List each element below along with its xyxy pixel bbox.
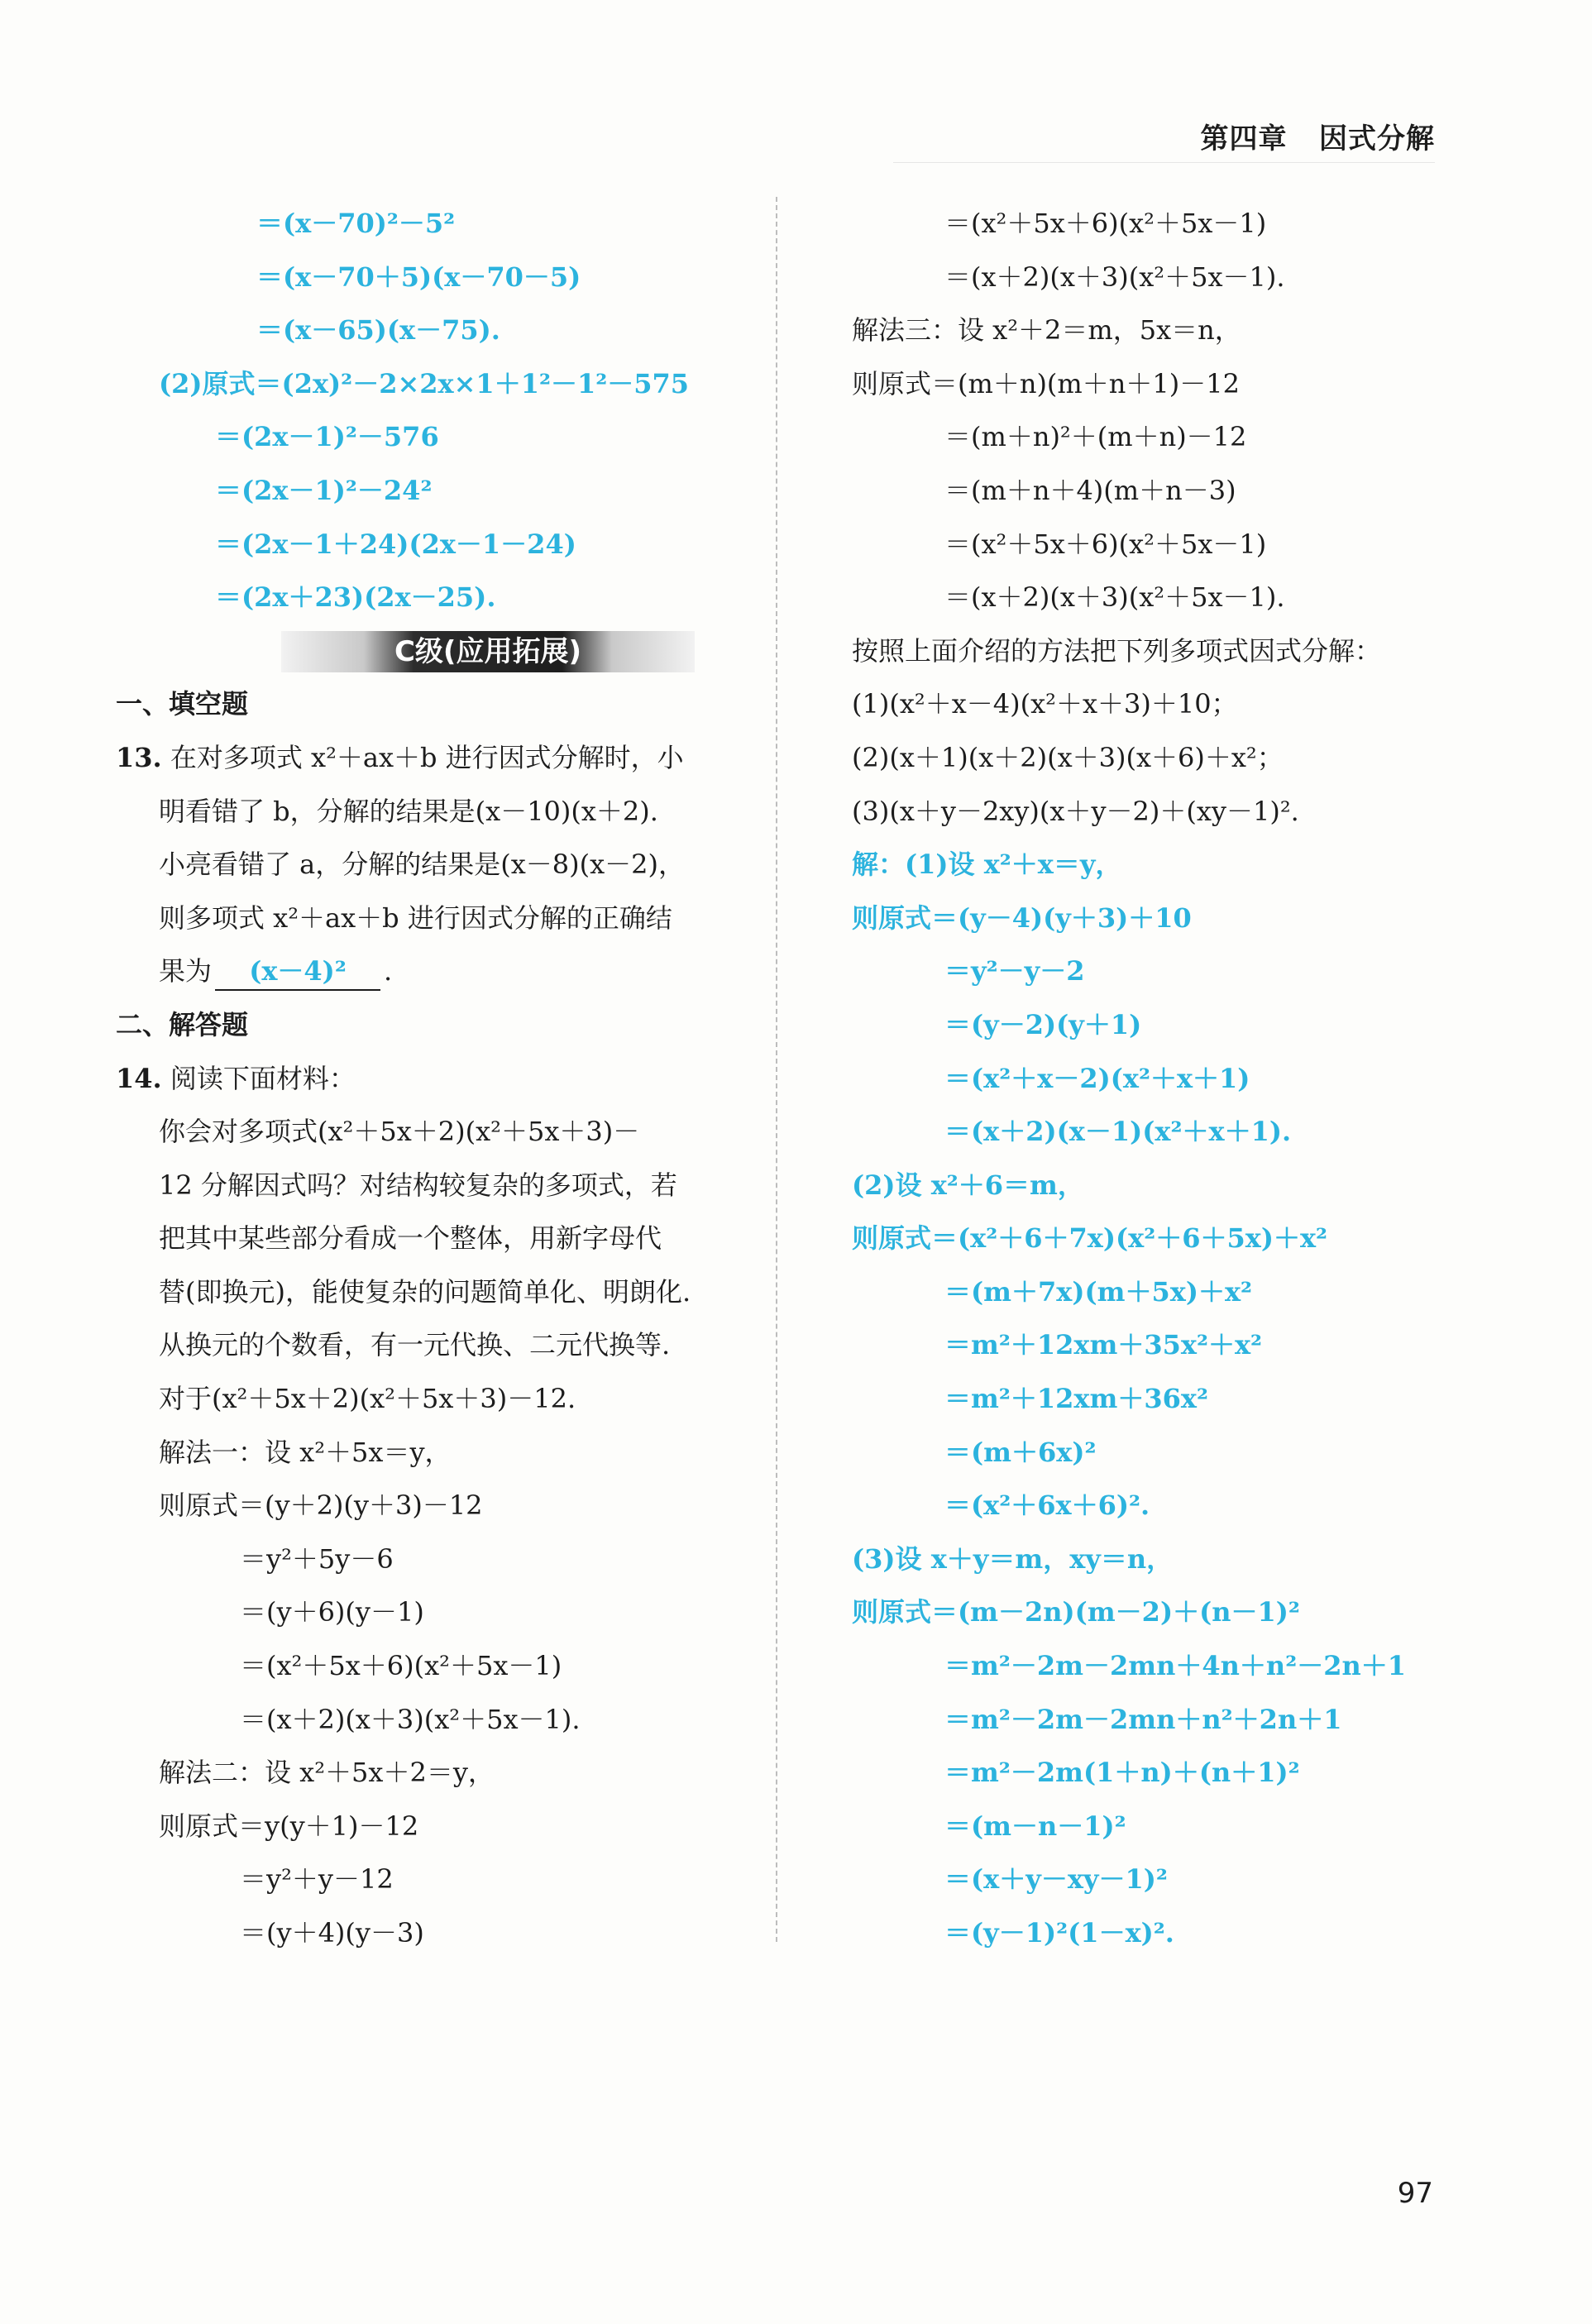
question-text: 在对多项式 x²＋ax＋b 进行因式分解时，小 xyxy=(170,741,684,773)
material-line: 解法三：设 x²＋2＝m，5x＝n， xyxy=(852,314,1241,347)
material-step: ＝y²＋y－12 xyxy=(240,1863,394,1896)
solution-line: 则原式＝(x²＋6＋7x)(x²＋6＋5x)＋x² xyxy=(852,1222,1328,1255)
question-14-line xyxy=(116,1052,761,1106)
material-step: ＝(x²＋5x＋6)(x²＋5x－1) xyxy=(944,528,1267,560)
material-step: ＝(m＋n＋4)(m＋n－3) xyxy=(944,474,1236,506)
solution-line: (3)设 x＋y＝m，xy＝n， xyxy=(852,1542,1174,1575)
solution-step: ＝y²－y－2 xyxy=(944,955,1085,987)
page-number: 97 xyxy=(1397,2177,1433,2210)
solution-line: ＝(x－65)(x－75). xyxy=(256,314,500,347)
question-13-line: 则多项式 x²＋ax＋b 进行因式分解的正确结 xyxy=(159,901,672,934)
solution-line: ＝(x－70＋5)(x－70－5) xyxy=(256,261,581,293)
material-line: 解法二：设 x²＋5x＋2＝y， xyxy=(159,1757,495,1789)
section-heading: 二、解答题 xyxy=(116,1008,249,1040)
material-step: ＝(x＋2)(x＋3)(x²＋5x－1). xyxy=(944,581,1285,614)
material-line: 你会对多项式(x²＋5x＋2)(x²＋5x＋3)－ xyxy=(159,1116,640,1148)
solution-line: ＝(2x＋23)(2x－25). xyxy=(215,581,496,614)
material-step: ＝(y＋6)(y－1) xyxy=(240,1596,424,1628)
solution-step: ＝m²＋12xm＋36x² xyxy=(944,1383,1208,1415)
material-step: ＝(x²＋5x＋6)(x²＋5x－1) xyxy=(240,1650,562,1682)
solution-step: ＝m²－2m－2mn＋n²＋2n＋1 xyxy=(944,1703,1342,1735)
solution-line: 则原式＝(m－2n)(m－2)＋(n－1)² xyxy=(852,1596,1300,1628)
right-column xyxy=(852,197,1480,1960)
solution-step: ＝(m＋6x)² xyxy=(944,1436,1097,1468)
solution-line: 解：(1)设 x²＋x＝y， xyxy=(852,849,1122,881)
material-step: ＝(x＋2)(x＋3)(x²＋5x－1). xyxy=(944,261,1285,293)
chapter-number: 第四章 xyxy=(1200,122,1288,155)
material-line: 解法一：设 x²＋5x＝y， xyxy=(159,1436,452,1468)
solution-line: (2)原式＝(2x)²－2×2x×1＋1²－1²－575 xyxy=(159,367,690,399)
level-banner-text: C级(应用拓展) xyxy=(394,634,582,668)
solution-step: ＝(m＋7x)(m＋5x)＋x² xyxy=(944,1275,1253,1308)
material-step: ＝(y＋4)(y－3) xyxy=(240,1917,424,1949)
answer-blank: (x－4)² xyxy=(215,953,380,991)
level-banner-bar xyxy=(281,631,695,672)
material-line: 对于(x²＋5x＋2)(x²＋5x＋3)－12. xyxy=(159,1383,576,1415)
header-rule xyxy=(893,162,1435,163)
material-line: 则原式＝(m＋n)(m＋n＋1)－12 xyxy=(852,367,1240,399)
material-step: ＝(x＋2)(x＋3)(x²＋5x－1). xyxy=(240,1703,581,1735)
chapter-title: 因式分解 xyxy=(1319,122,1435,155)
solution-line: ＝(2x－1＋24)(2x－1－24) xyxy=(215,528,576,560)
solution-line: ＝(2x－1)²－576 xyxy=(215,421,439,453)
material-line: 把其中某些部分看成一个整体，用新字母代 xyxy=(159,1222,662,1255)
material-step: ＝y²＋5y－6 xyxy=(240,1542,394,1575)
material-line: 12 分解因式吗？对结构较复杂的多项式，若 xyxy=(159,1169,677,1201)
question-13-line: 小亮看错了 a，分解的结果是(x－8)(x－2)， xyxy=(159,849,686,881)
page-header xyxy=(1200,116,1435,156)
solution-step: ＝(m－n－1)² xyxy=(944,1810,1126,1842)
material-line: 替(即换元)，能使复杂的问题简单化、明朗化. xyxy=(159,1275,691,1308)
left-column xyxy=(116,197,761,1960)
solution-step: ＝m²＋12xm＋35x²＋x² xyxy=(944,1329,1263,1361)
question-number: 14. xyxy=(116,1062,162,1094)
solution-line: 则原式＝(y－4)(y＋3)＋10 xyxy=(852,901,1192,934)
question-number: 13. xyxy=(116,741,162,773)
task-line: (3)(x＋y－2xy)(x＋y－2)＋(xy－1)². xyxy=(852,795,1299,827)
task-line: (1)(x²＋x－4)(x²＋x＋3)＋10； xyxy=(852,688,1238,720)
solution-line: (2)设 x²＋6＝m， xyxy=(852,1169,1084,1201)
solution-step: ＝(x²＋x－2)(x²＋x＋1) xyxy=(944,1062,1250,1094)
question-text: . xyxy=(384,955,393,987)
solution-step: ＝(y－2)(y＋1) xyxy=(944,1008,1142,1040)
material-line: 从换元的个数看，有一元代换、二元代换等. xyxy=(159,1329,671,1361)
question-13-line xyxy=(116,731,761,785)
material-step: ＝(x²＋5x＋6)(x²＋5x－1) xyxy=(944,208,1267,239)
task-line: 按照上面介绍的方法把下列多项式因式分解： xyxy=(852,634,1382,667)
solution-step: ＝(y－1)²(1－x)². xyxy=(944,1917,1174,1949)
question-text: 阅读下面材料： xyxy=(170,1062,356,1094)
material-step: ＝(m＋n)²＋(m＋n)－12 xyxy=(944,421,1247,453)
question-13-line: 明看错了 b，分解的结果是(x－10)(x＋2). xyxy=(159,795,658,827)
section-heading: 一、填空题 xyxy=(116,688,249,720)
solution-line: ＝(x－70)²－5² xyxy=(256,208,456,239)
column-divider xyxy=(776,197,777,1942)
task-line: (2)(x＋1)(x＋2)(x＋3)(x＋6)＋x²； xyxy=(852,741,1284,773)
level-banner xyxy=(116,624,761,678)
solution-step: ＝m²－2m(1＋n)＋(n＋1)² xyxy=(944,1757,1300,1789)
material-line: 则原式＝(y＋2)(y＋3)－12 xyxy=(159,1490,483,1522)
question-13-line xyxy=(116,944,761,998)
solution-step: ＝(x²＋6x＋6)². xyxy=(944,1490,1150,1522)
solution-step: ＝(x＋2)(x－1)(x²＋x＋1). xyxy=(944,1116,1292,1148)
solution-line: ＝(2x－1)²－24² xyxy=(215,474,433,506)
solution-step: ＝m²－2m－2mn＋4n＋n²－2n＋1 xyxy=(944,1650,1407,1682)
solution-step: ＝(x＋y－xy－1)² xyxy=(944,1863,1168,1896)
question-text: 果为 xyxy=(159,955,213,987)
material-line: 则原式＝y(y＋1)－12 xyxy=(159,1810,419,1842)
